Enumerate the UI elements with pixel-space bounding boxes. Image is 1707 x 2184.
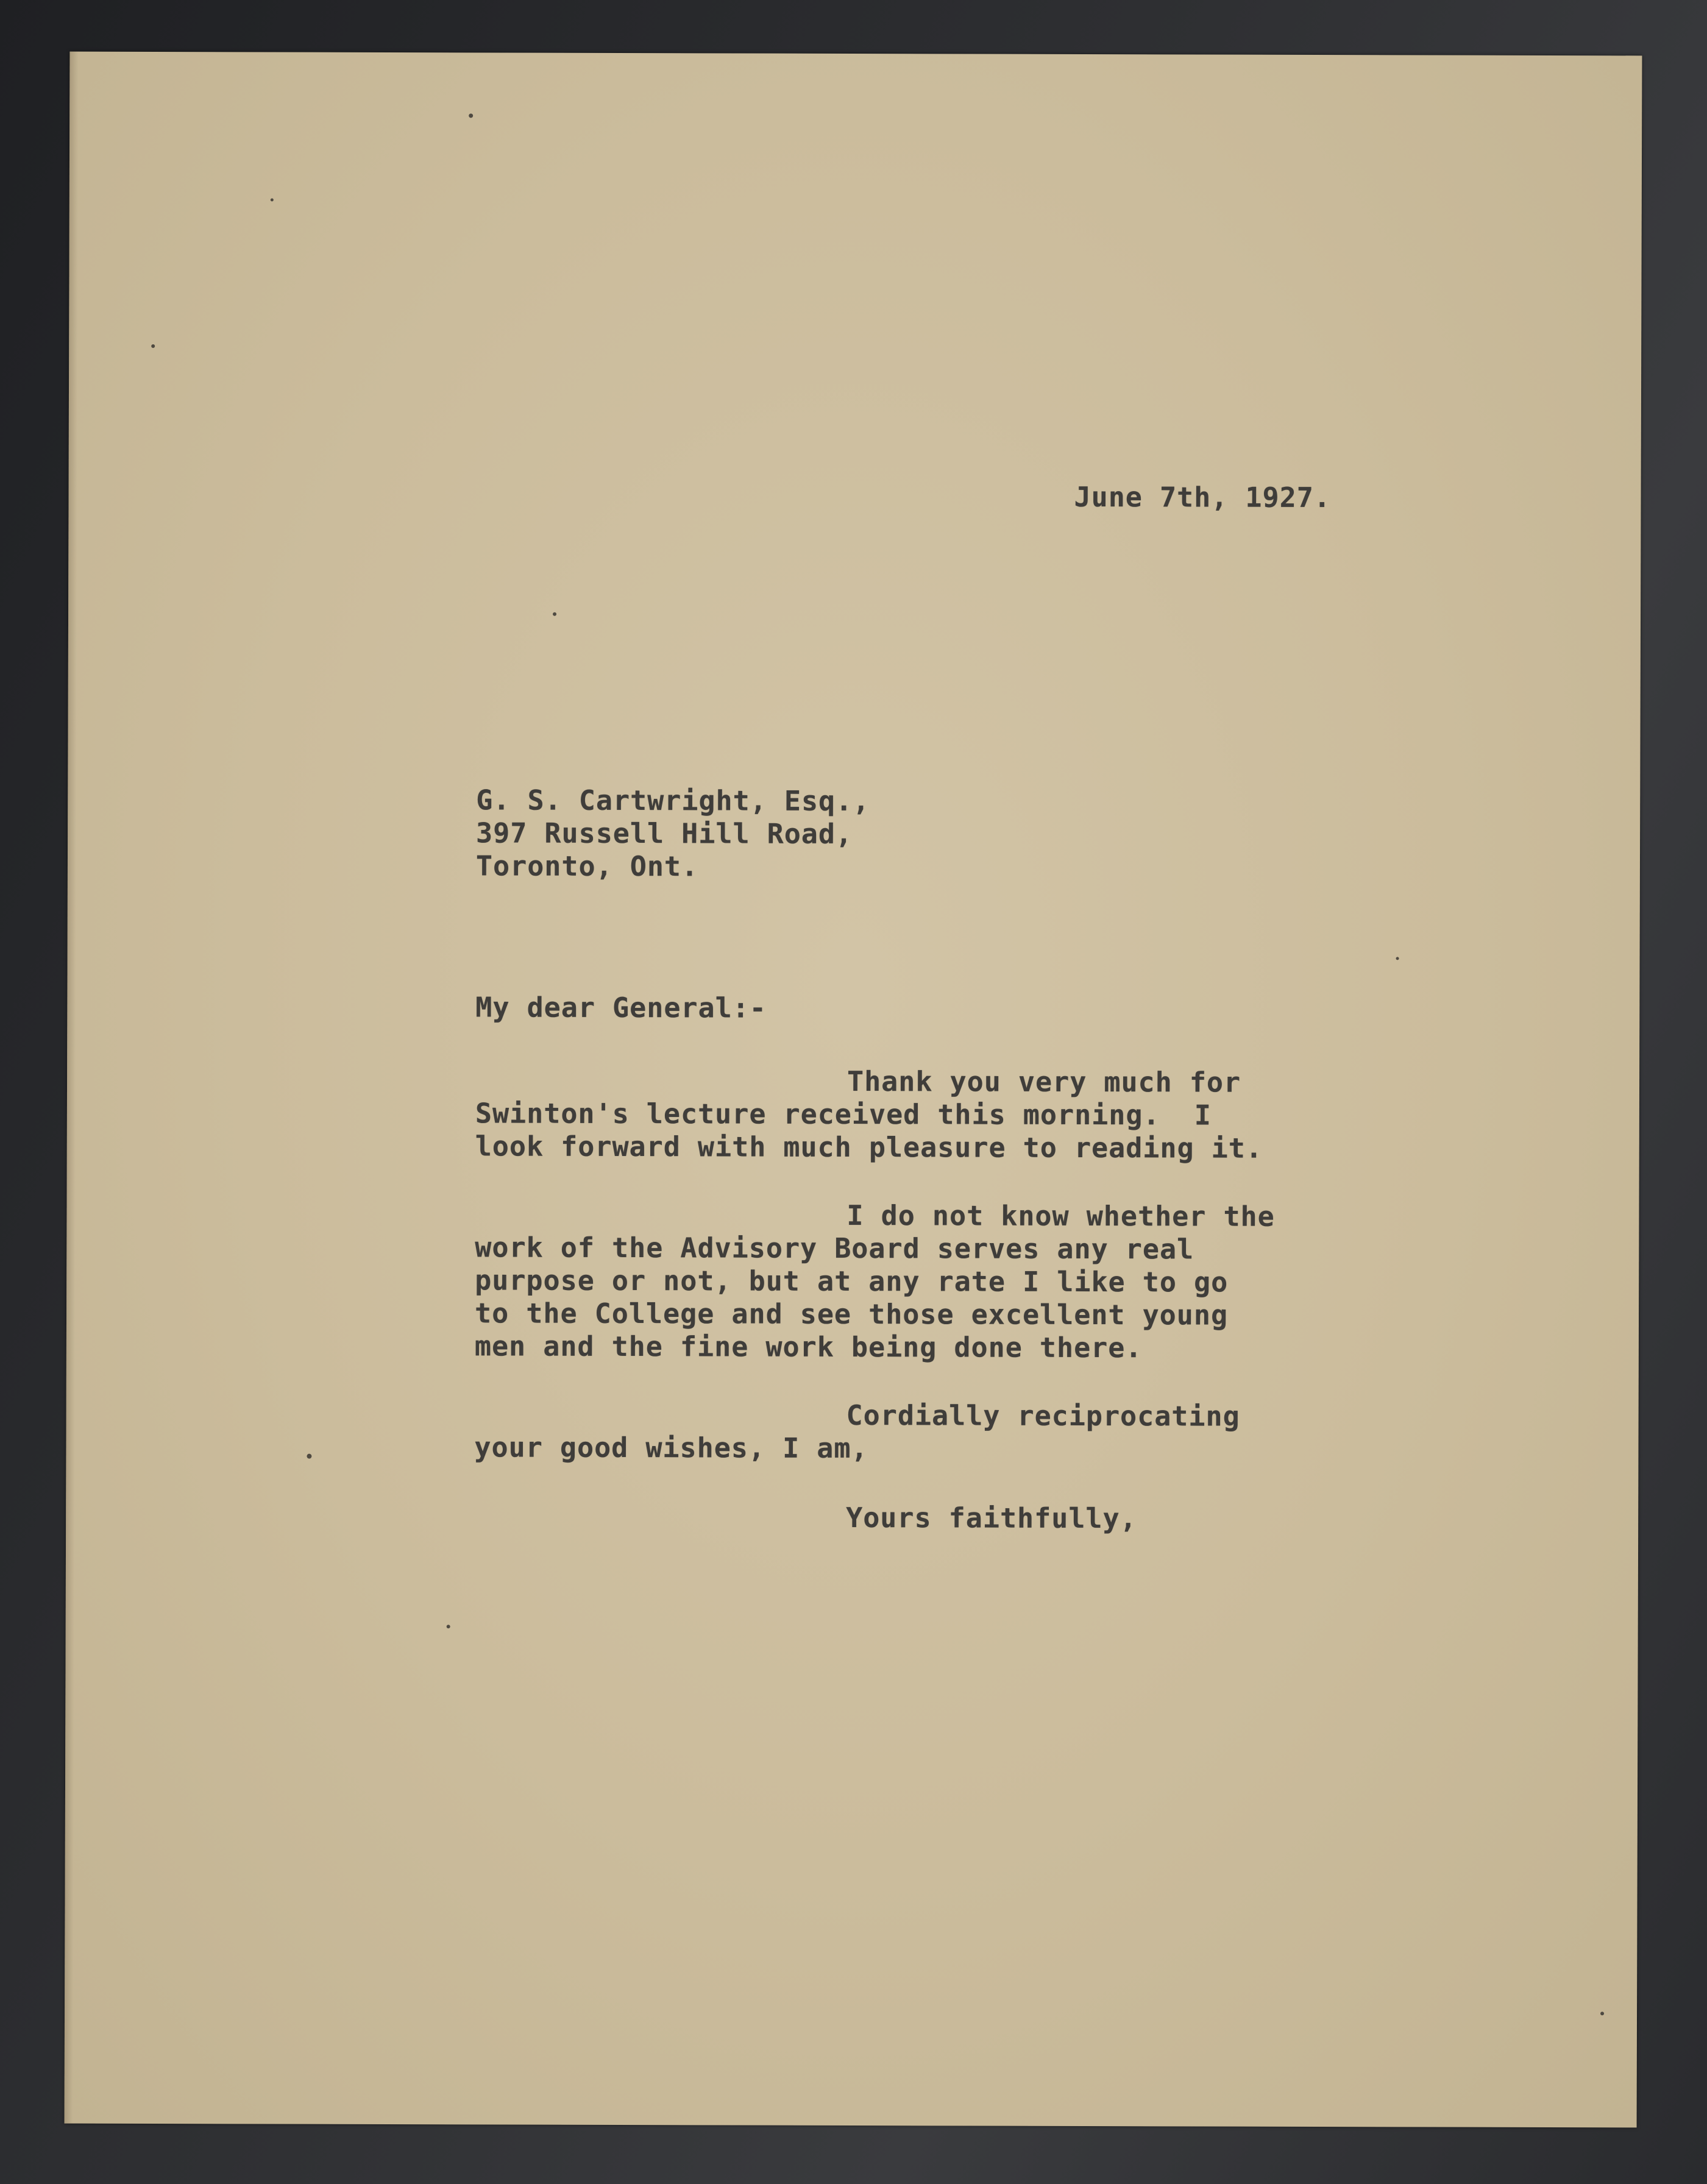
paragraph-2-line-5: men and the fine work being done there. <box>474 1330 1143 1364</box>
paragraph-2-line-3: purpose or not, but at any rate I like to go <box>475 1264 1229 1299</box>
paragraph-2-line-2: work of the Advisory Board serves any real <box>475 1231 1194 1266</box>
paragraph-1-line-3: look forward with much pleasure to reading it. <box>475 1130 1263 1165</box>
complimentary-closing: Yours faithfully, <box>846 1501 1137 1535</box>
paper-speck <box>553 612 556 616</box>
recipient-street: 397 Russell Hill Road, <box>476 817 853 850</box>
paper-speck <box>271 198 274 201</box>
paper-speck <box>1396 957 1399 960</box>
paper-speck <box>447 1625 450 1628</box>
recipient-city: Toronto, Ont. <box>475 849 699 883</box>
recipient-name: G. S. Cartwright, Esq., <box>476 784 870 818</box>
paper-speck <box>307 1454 311 1459</box>
paper-speck <box>1600 2012 1604 2015</box>
paragraph-2-line-1: I do not know whether the <box>846 1199 1275 1233</box>
paragraph-1-line-2: Swinton's lecture received this morning. I <box>475 1097 1212 1132</box>
paper-speck <box>151 344 155 348</box>
paragraph-2-line-4: to the College and see those excellent young <box>474 1297 1229 1331</box>
salutation: My dear General:- <box>475 991 767 1024</box>
paper-speck <box>469 113 473 118</box>
paragraph-3-line-1: Cordially reciprocating <box>846 1399 1240 1433</box>
paragraph-1-line-1: Thank you very much for <box>846 1065 1241 1099</box>
paragraph-3-line-2: your good wishes, I am, <box>474 1431 868 1465</box>
letter-sheet <box>65 52 1642 2128</box>
letter-date: June 7th, 1927. <box>1074 480 1332 514</box>
